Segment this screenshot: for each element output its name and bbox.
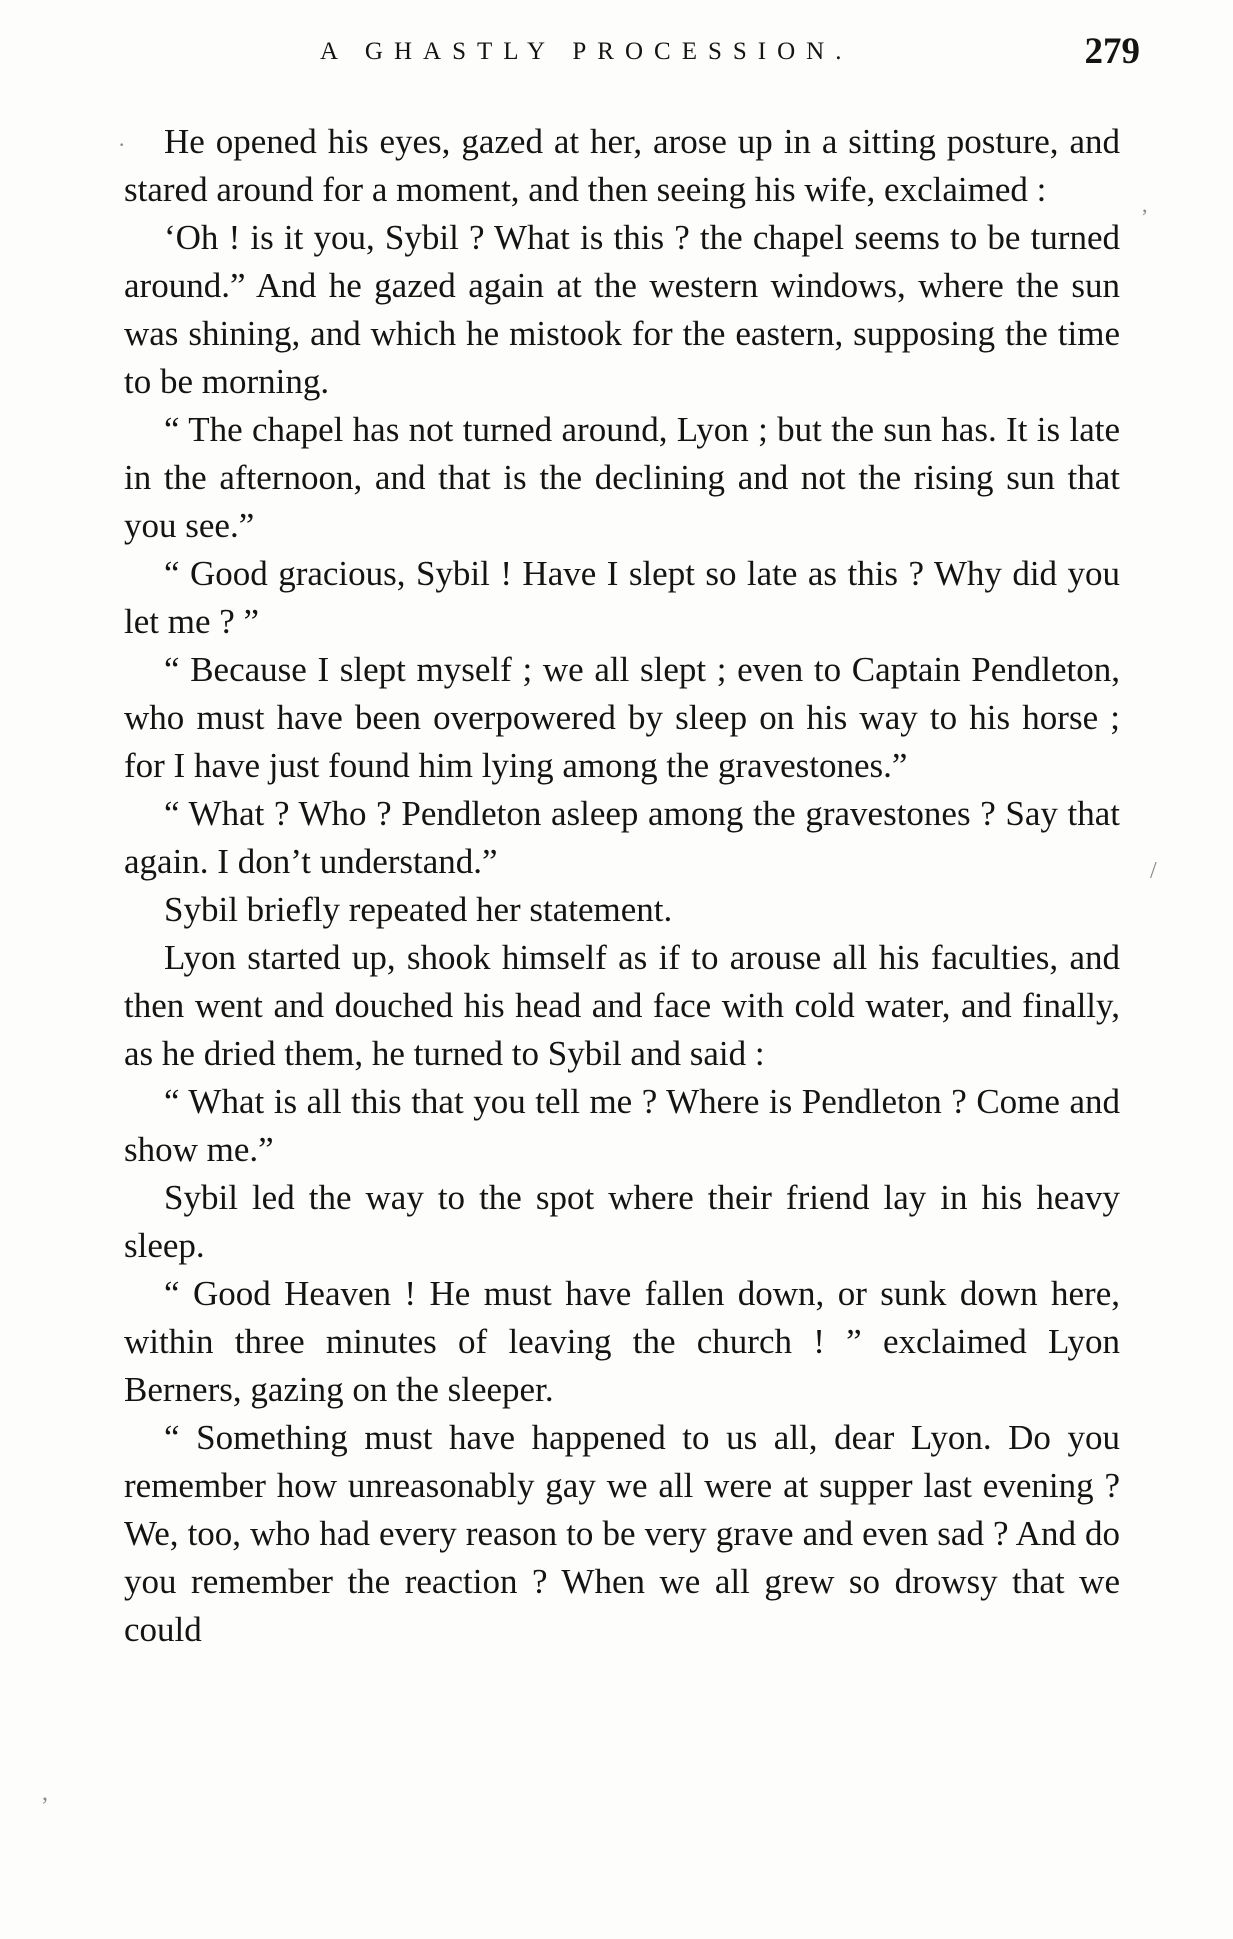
body-text (124, 118, 1120, 1654)
paragraph: “ The chapel has not turned around, Lyon ; but the sun has. It is late in the afternoon, and that is the declining and not the rising sun that you see.” (124, 410, 1120, 545)
margin-speck: , (42, 1780, 48, 1806)
paragraph: “ What ? Who ? Pendleton asleep among the gravestones ? Say that again. I don’t understand.” (124, 794, 1120, 881)
paragraph: “ Something must have happened to us all, dear Lyon. Do you remember how unreasonably gay we all were at supper last evening ? We, too, who had every reason to be very grave and even sad ? And do you remember the reaction ? When we all grew so drowsy that we could (124, 1418, 1120, 1649)
paragraph: “ Good gracious, Sybil ! Have I slept so late as this ? Why did you let me ? ” (124, 554, 1120, 641)
page-number: 279 (1084, 31, 1140, 72)
margin-speck: / (1150, 858, 1157, 884)
paragraph: Sybil led the way to the spot where their friend lay in his heavy sleep. (124, 1178, 1120, 1265)
paragraph: “ What is all this that you tell me ? Where is Pendleton ? Come and show me.” (124, 1082, 1120, 1169)
running-head (300, 30, 1140, 80)
margin-speck: · (118, 132, 126, 157)
paragraph: “ Because I slept myself ; we all slept ; even to Captain Pendleton, who must have been overpowered by sleep on his way to his horse ; for I have just found him lying among the gravestones.” (124, 650, 1120, 785)
paragraph: Sybil briefly repeated her statement. (164, 890, 673, 929)
paragraph: “ Good Heaven ! He must have fallen down, or sunk down here, within three minutes of leaving the church ! ” exclaimed Lyon Berners, gazing on the sleeper. (124, 1274, 1120, 1409)
paragraph: He opened his eyes, gazed at her, arose up in a sitting posture, and stared around for a moment, and then seeing his wife, exclaimed : (124, 122, 1120, 209)
paragraph: Lyon started up, shook himself as if to arouse all his faculties, and then went and douched his head and face with cold water, and finally, as he dried them, he turned to Sybil and said : (124, 938, 1120, 1073)
margin-speck: , (1142, 192, 1148, 217)
paragraph: ‘Oh ! is it you, Sybil ? What is this ? the chapel seems to be turned around.” And he gazed again at the western windows, where the sun was shining, and which he mistook for the eastern, supposing the time to be morning. (124, 218, 1120, 401)
running-title: A GHASTLY PROCESSION. (320, 38, 853, 65)
